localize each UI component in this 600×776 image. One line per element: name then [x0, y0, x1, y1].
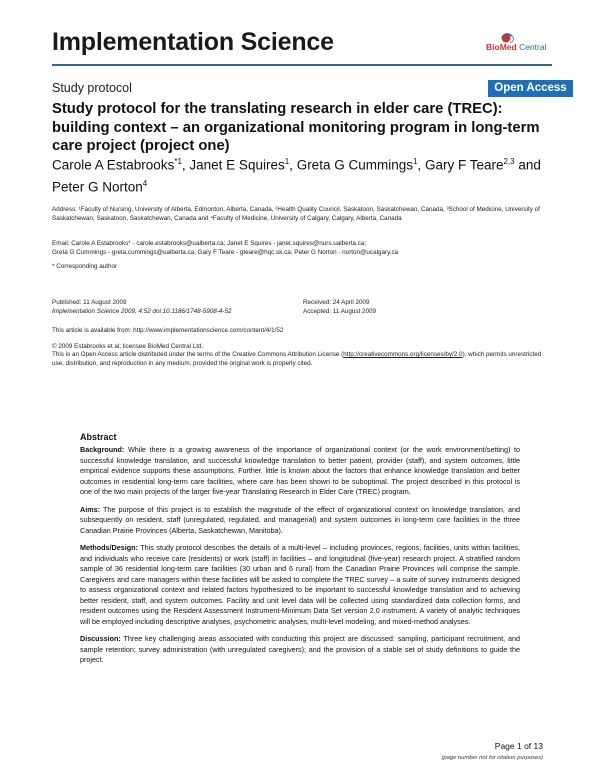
abstract-paragraph	[80, 505, 520, 537]
received-date: Received: 24 April 2009	[303, 299, 370, 306]
author-affiliation-marker: 2,3	[503, 157, 515, 166]
abstract-section-text: Three key challenging areas associated with conducting this project are discussed: sampling, participant recruitment, and sample retention; survey administration (with unregulated caregivers); and the provision of a stable set of study definitions to guide the project.	[80, 634, 520, 664]
biomed-central-logo	[486, 30, 550, 58]
accepted-date: Accepted: 11 August 2009	[303, 307, 377, 315]
author-emails: Email: Carole A Estabrooks* - carole.estabrooks@ualberta.ca; Janet E Squires - janet.squires@nurs.ualberta.ca; Greta G Cummings - greta.cummings@ualberta.ca; Gary F Teare - gteare@hqc.sk.ca; Peter G Norton - norton@ucalgary.ca	[52, 240, 399, 256]
journal-title: Implementation Science	[52, 28, 334, 56]
abstract-sections	[80, 445, 520, 666]
publication-info	[52, 299, 292, 316]
abstract-heading: Abstract	[80, 432, 117, 442]
page-number-note: (page number not for citation purposes)	[441, 755, 543, 761]
abstract-section-label: Discussion:	[80, 634, 121, 643]
author-name: Janet E Squires	[189, 157, 285, 173]
published-date: Published: 11 August 2009	[52, 299, 127, 306]
affiliations: Address: ¹Faculty of Nursing, University of Alberta, Edmonton, Alberta, Canada, ²Health Quality Council, Saskatoon, Saskatchewan, Canada, ³School of Medicine, University of Saskatchewan, Saskatoon, Saskatchewan, Canada and ⁴Faculty of Medicine, University of Calgary, Calgary, Alberta, Canada	[52, 206, 540, 222]
article-type: Study protocol	[52, 81, 132, 95]
author-name: Greta G Cummings	[296, 157, 413, 173]
abstract-paragraph	[80, 543, 520, 627]
article-title: Study protocol for the translating research in elder care (TREC): building context – an organizational monitoring program in long-term care project (project one)	[52, 101, 540, 154]
abstract-section-text: While there is a growing awareness of the importance of organizational context (or the work environment/setting) to successful knowledge translation, and successful knowledge translation to better patient, provider (staff), and system outcomes, little empirical evidence supports these assumptions. Further, little is known about the factors that enhance knowledge translation and better outcomes in residential long-term care facilities, where care has been shown to be suboptimal. The project described in this protocol is one of the two main projects of the larger five-year Translating Research in Elder Care (TREC) program.	[80, 445, 520, 496]
abstract-section-label: Background:	[80, 445, 125, 454]
author-name: Carole A Estabrooks	[52, 157, 175, 173]
author-list: Carole A Estabrooks$^{*1}$, Janet E Squires$^1$, Greta G Cummings$^1$, Gary F Teare$^{2,3}$ and Peter G Norton$^4$	[52, 157, 541, 194]
article-url[interactable]: This article is available from: http://www.implementationscience.com/content/4/1/52	[52, 327, 284, 334]
abstract-section-label: Methods/Design:	[80, 543, 138, 552]
page-number: Page 1 of 13	[494, 741, 543, 751]
author-name: Gary F Teare	[424, 157, 504, 173]
corresponding-note: * Corresponding author	[52, 263, 118, 270]
citation: Implementation Science 2009, 4:52 doi:10.1186/1748-5908-4-52	[52, 307, 232, 315]
author-affiliation-marker: 1	[412, 157, 418, 166]
author-affiliation-marker: 1	[284, 157, 290, 166]
abstract-paragraph	[80, 634, 520, 666]
author-affiliation-marker: 4	[142, 178, 148, 188]
author-name: and Peter G Norton	[52, 157, 541, 194]
abstract	[80, 432, 520, 673]
copyright: © 2009 Estabrooks et al; licensee BioMed Central Ltd.	[52, 343, 204, 350]
open-access-badge: Open Access	[488, 80, 573, 97]
author-affiliation-marker: *1	[174, 157, 182, 166]
abstract-section-text: The purpose of this project is to establish the magnitude of the effect of organizational context on knowledge translation, and subsequently on resident, staff (unregulated, regulated, and managerial) and system outcomes in long-term care facilities in the three Canadian Prairie Provinces (Alberta, Saskatchewan, Manitoba).	[80, 504, 520, 535]
publisher-name: BioMed Central	[486, 42, 547, 52]
license-link[interactable]: http://creativecommons.org/licenses/by/2.0	[343, 351, 463, 358]
abstract-section-label: Aims:	[80, 504, 100, 514]
abstract-paragraph	[80, 445, 520, 498]
dates-info	[303, 299, 543, 316]
license-text: This is an Open Access article distributed under the terms of the Creative Commons Attribution License (http://creativecommons.org/licenses/by/2.0), which permits unrestricted use, distribution, and reproduction in any medium, provided the original work is properly cited.	[52, 351, 542, 367]
header-rule	[52, 64, 552, 66]
abstract-section-text: This study protocol describes the details of a multi-level – including provinces, regions, facilities, units within facilities, and individuals who receive care (residents) or work (staff) in facilities – and longitudinal (five-year) research project. A stratified random sample of 36 residential long-term care facilities (30 urban and 6 rural) from the Canadian Prairie Provinces will comprise the sample. Caregivers and care managers within these facilities will be asked to complete the TREC survey – a suite of survey instruments designed to assess organizational context and related factors hypothesized to be important to successful knowledge translation and to achieving better resident, staff, and system outcomes. Facility and unit level data will be collected using standardized data collection forms, and resident outcomes using the Resident Assessment Instrument-Minimum Data Set version 2.0 instrument. A variety of analytic techniques will be employed including descriptive analyses, psychometric analyses, multi-level modeling, and mixed-method analyses.	[80, 543, 520, 626]
